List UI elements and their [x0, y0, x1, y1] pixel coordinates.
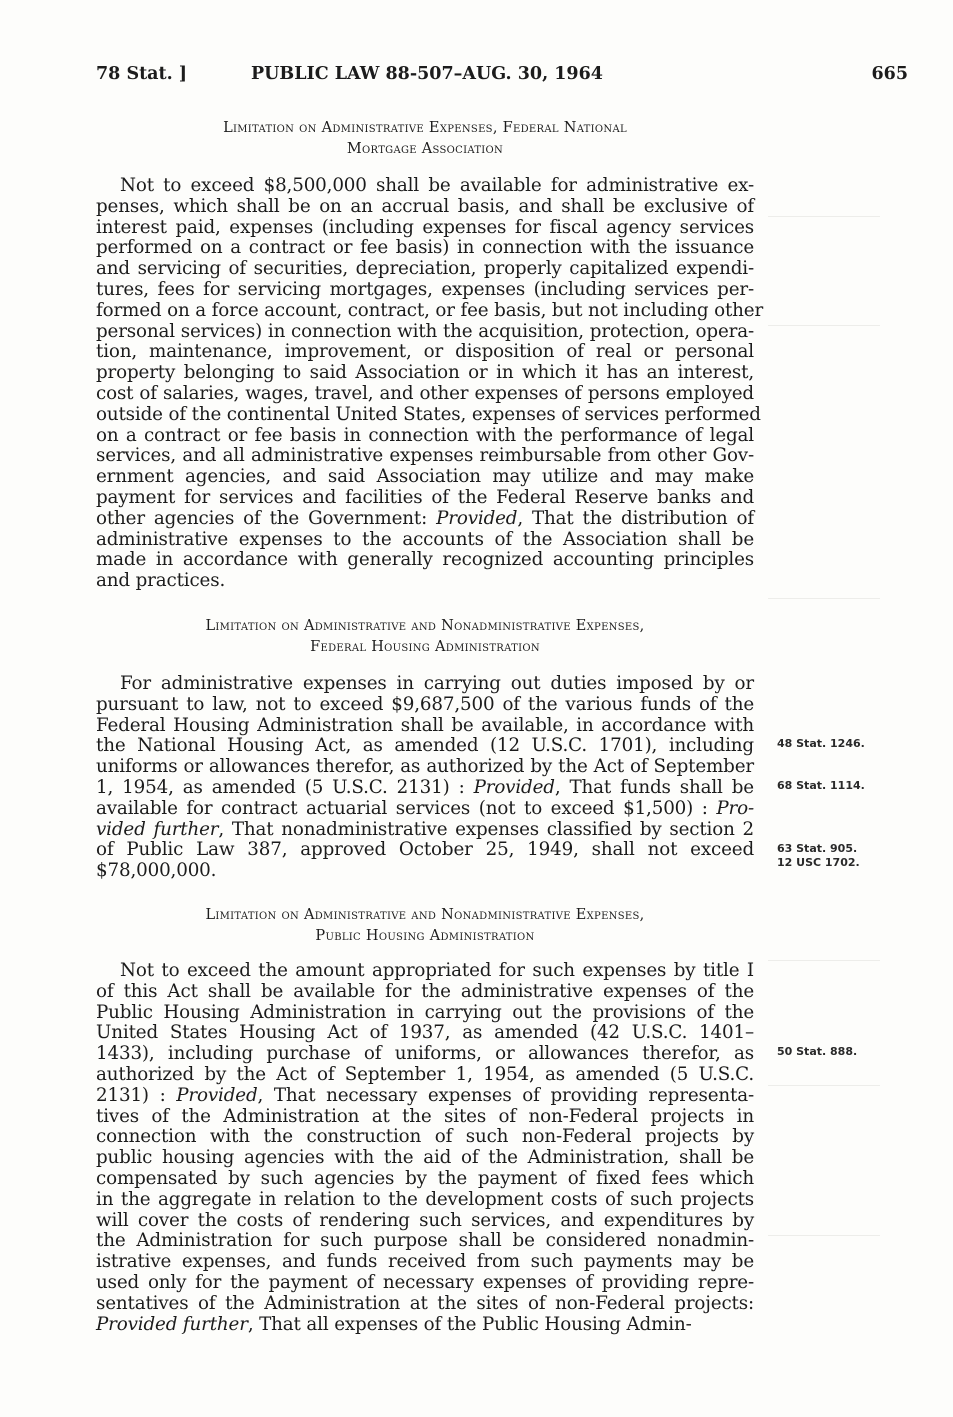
margin-note-citation [777, 737, 865, 751]
heading-line: Limitation on Administrative and Nonadministrative Expenses, [205, 618, 645, 634]
text-line: $78,000,000. [96, 860, 217, 882]
margin-note-citation [777, 1045, 857, 1059]
bleed-through-mark [768, 1235, 880, 1236]
text-run: available for contract actuarial services (not to exceed $1,500) : [96, 797, 717, 819]
page-number: 665 [871, 64, 908, 84]
text-line: authorized by the Act of September 1, 1954, as amended (5 U.S.C. [96, 1063, 754, 1085]
text-line [96, 509, 754, 530]
text-run: other agencies of the Government: [96, 507, 437, 529]
running-head-stat: 78 Stat. ] [96, 64, 188, 84]
bleed-through-mark [768, 1085, 880, 1086]
text-line: in the aggregate in relation to the development costs of such projects [96, 1188, 754, 1210]
text-run: 1, 1954, as amended (5 U.S.C. 2131) : [96, 776, 474, 798]
text-line: compensated by such agencies by the payment of fixed fees which [96, 1167, 754, 1189]
text-line [96, 1086, 754, 1107]
text-line: public housing agencies with the aid of the Administration, shall be [96, 1147, 754, 1169]
bleed-through-mark [768, 598, 880, 599]
bleed-through-mark [768, 325, 880, 326]
text-line: the National Housing Act, as amended (12 U.S.C. 1701), including [96, 735, 754, 757]
paragraph-pha [96, 961, 754, 1335]
text-line: and practices. [96, 570, 226, 592]
text-line [96, 1315, 754, 1336]
text-line: tures, fees for servicing mortgages, expenses (including services per- [96, 278, 754, 300]
note-line: 63 Stat. 905. [777, 842, 858, 855]
text-run: , That nonadministrative expenses classified by section 2 [218, 818, 755, 840]
text-line: and servicing of securities, depreciation, properly capitalized expendi- [96, 258, 754, 280]
text-line: used only for the payment of necessary expenses of providing repre- [96, 1271, 754, 1293]
text-line: ernment agencies, and said Association may utilize and may make [96, 466, 754, 488]
text-line: Federal Housing Administration shall be available, in accordance with [96, 714, 754, 736]
text-line: connection with the construction of such non-Federal projects by [96, 1126, 754, 1148]
italic-proviso: Provided further [96, 1313, 248, 1335]
italic-proviso: Pro- [716, 797, 754, 819]
italic-proviso: Provided [176, 1084, 258, 1106]
text-run: , That all expenses of the Public Housing Admin- [247, 1313, 692, 1335]
section-heading-fha [96, 616, 754, 658]
paragraph-fha [96, 674, 754, 882]
text-line: outside of the continental United States, expenses of services performed [96, 403, 761, 425]
text-line: formed on a force account, contract, or fee basis, but not including other [96, 299, 764, 321]
section-heading-pha [96, 905, 754, 947]
italic-proviso: Provided [436, 507, 518, 529]
text-line: sentatives of the Administration at the sites of non-Federal projects: [96, 1292, 754, 1314]
text-line: penses, which shall be on an accrual basis, and shall be exclusive of [96, 195, 754, 217]
heading-line: Federal Housing Administration [310, 639, 540, 655]
italic-proviso: Provided [473, 776, 555, 798]
text-line: For administrative expenses in carrying out duties imposed by or [120, 673, 754, 694]
running-head-title: PUBLIC LAW 88-507–AUG. 30, 1964 [251, 64, 603, 84]
text-line: tives of the Administration at the sites of non-Federal projects in [96, 1105, 754, 1127]
text-line [96, 799, 754, 820]
heading-line: Limitation on Administrative Expenses, Federal National [223, 120, 627, 136]
section-heading-fnma [96, 118, 754, 160]
margin-note-citation [777, 779, 865, 793]
italic-proviso: vided further [96, 818, 219, 840]
note-line: 12 USC 1702. [777, 856, 860, 869]
text-line [96, 820, 754, 841]
running-head [96, 64, 908, 90]
text-run: , That the distribution of [517, 507, 754, 529]
text-line: personal services) in connection with the acquisition, protection, opera- [96, 320, 754, 342]
text-run: , That funds shall be [554, 776, 754, 798]
bleed-through-mark [768, 960, 880, 961]
text-line: on a contract or fee basis in connection with the performance of legal [96, 424, 754, 446]
text-line: Not to exceed $8,500,000 shall be available for administrative ex- [120, 175, 754, 196]
heading-line: Limitation on Administrative and Nonadministrative Expenses, [205, 907, 645, 923]
text-run: 2131) : [96, 1084, 177, 1106]
note-line: 68 Stat. 1114. [777, 779, 865, 792]
text-line: cost of salaries, wages, travel, and other expenses of persons employed [96, 382, 754, 404]
text-line: pursuant to law, not to exceed $9,687,500 of the various funds of the [96, 693, 754, 715]
paragraph-fnma [96, 175, 764, 592]
text-line: made in accordance with generally recognized accounting principles [96, 549, 754, 571]
note-line: 50 Stat. 888. [777, 1045, 858, 1058]
bleed-through-mark [768, 216, 880, 217]
text-line: services, and all administrative expenses reimbursable from other Gov- [96, 445, 754, 467]
heading-line: Public Housing Administration [315, 928, 535, 944]
text-line: of Public Law 387, approved October 25, 1949, shall not exceed [96, 839, 754, 861]
text-line: 1433), including purchase of uniforms, or allowances therefor, as [96, 1043, 754, 1065]
text-line: istrative expenses, and funds received from such payments may be [96, 1251, 754, 1273]
margin-note-citation [777, 842, 860, 870]
text-line: the Administration for such purpose shall be considered nonadmin- [96, 1230, 754, 1252]
heading-line: Mortgage Association [346, 141, 504, 157]
text-line: property belonging to said Association or in which it has an interest, [96, 362, 754, 384]
text-line: interest paid, expenses (including expenses for fiscal agency services [96, 216, 754, 238]
text-line: administrative expenses to the accounts of the Association shall be [96, 528, 754, 550]
note-line: 48 Stat. 1246. [777, 737, 865, 750]
text-line: United States Housing Act of 1937, as amended (42 U.S.C. 1401– [96, 1022, 754, 1044]
text-line [96, 778, 754, 799]
text-line: will cover the costs of rendering such services, and expenditures by [96, 1209, 754, 1231]
text-line: Not to exceed the amount appropriated for such expenses by title I [120, 960, 754, 981]
text-line: of this Act shall be available for the administrative expenses of the [96, 980, 754, 1002]
text-line: uniforms or allowances therefor, as authorized by the Act of September [96, 756, 754, 778]
text-run: , That necessary expenses of providing representa- [257, 1084, 754, 1106]
text-line: payment for services and facilities of the Federal Reserve banks and [96, 486, 754, 508]
text-line: Public Housing Administration in carrying out the provisions of the [96, 1001, 754, 1023]
text-line: performed on a contract or fee basis) in connection with the issuance [96, 237, 754, 259]
text-line: tion, maintenance, improvement, or disposition of real or personal [96, 341, 754, 363]
